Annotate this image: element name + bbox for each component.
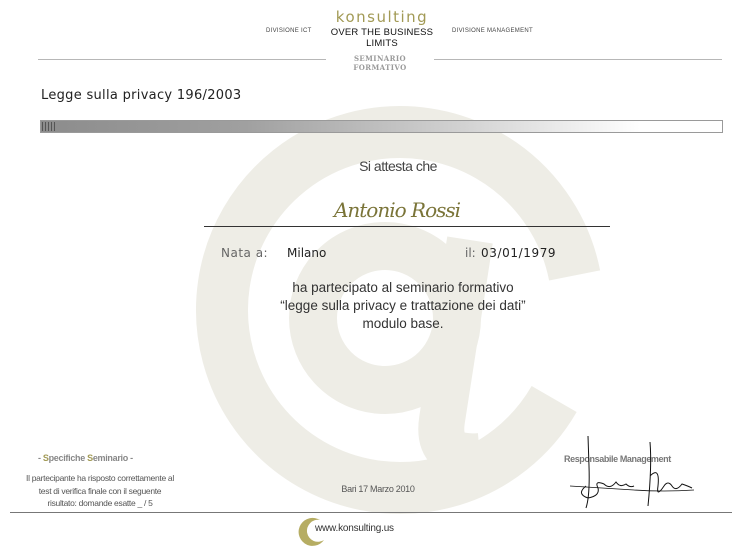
place-and-date: Bari 17 Marzo 2010 — [341, 484, 415, 494]
body-line-2: “legge sulla privacy e trattazione dei dati” — [280, 298, 526, 313]
footer-url: www.konsulting.us — [315, 523, 394, 534]
specifics-title-word-1: pecifiche — [48, 453, 88, 463]
handwritten-signature — [564, 436, 704, 512]
body-line-3: modulo base. — [362, 316, 444, 331]
seminar-divider-right — [434, 59, 722, 60]
specifics-line-2: test di verifica finale con il seguente — [38, 485, 162, 496]
seminar-divider-left — [38, 59, 326, 60]
specifics-line-1: Il partecipante ha risposto correttamente al — [26, 473, 174, 483]
header — [0, 6, 750, 49]
bar-ticks — [42, 122, 56, 131]
specifics-title-suffix: - — [127, 453, 133, 463]
birth-place-label: Nata a: — [221, 246, 269, 260]
specifics-title-word-2: eminario — [92, 453, 128, 463]
name-underline — [204, 226, 610, 227]
birth-date-label: il: — [465, 246, 476, 260]
recipient-name: Antonio Rossi — [333, 198, 461, 222]
division-ict-label: DIVISIONE ICT — [266, 28, 312, 34]
specifics-title — [38, 453, 133, 463]
certificate-body — [200, 279, 606, 333]
signatory-role: Responsabile Management — [564, 454, 671, 464]
body-line-1: ha partecipato al seminario formativo — [292, 280, 514, 295]
brand-logo-text: konsulting — [335, 8, 429, 26]
specifics-title-initial-2: S — [87, 453, 93, 463]
seminar-label: SEMINARIO FORMATIVO — [353, 54, 407, 72]
decorative-gradient-bar — [40, 120, 723, 133]
certificate-title: Legge sulla privacy 196/2003 — [41, 88, 242, 103]
brand-slogan: OVER THE BUSINESS LIMITS — [330, 27, 434, 49]
specifics-title-prefix: - — [38, 453, 43, 463]
attest-text: Si attesta che — [359, 158, 437, 174]
specifics-title-initial-1: S — [42, 453, 49, 463]
division-management-label: DIVISIONE MANAGEMENT — [452, 28, 534, 34]
birth-place-value: Milano — [287, 246, 327, 260]
footer-divider — [10, 512, 732, 513]
birth-date-value: 03/01/1979 — [481, 246, 557, 260]
specifics-text — [10, 472, 190, 510]
specifics-line-3: risultato: domande esatte _ / 5 — [47, 498, 153, 508]
